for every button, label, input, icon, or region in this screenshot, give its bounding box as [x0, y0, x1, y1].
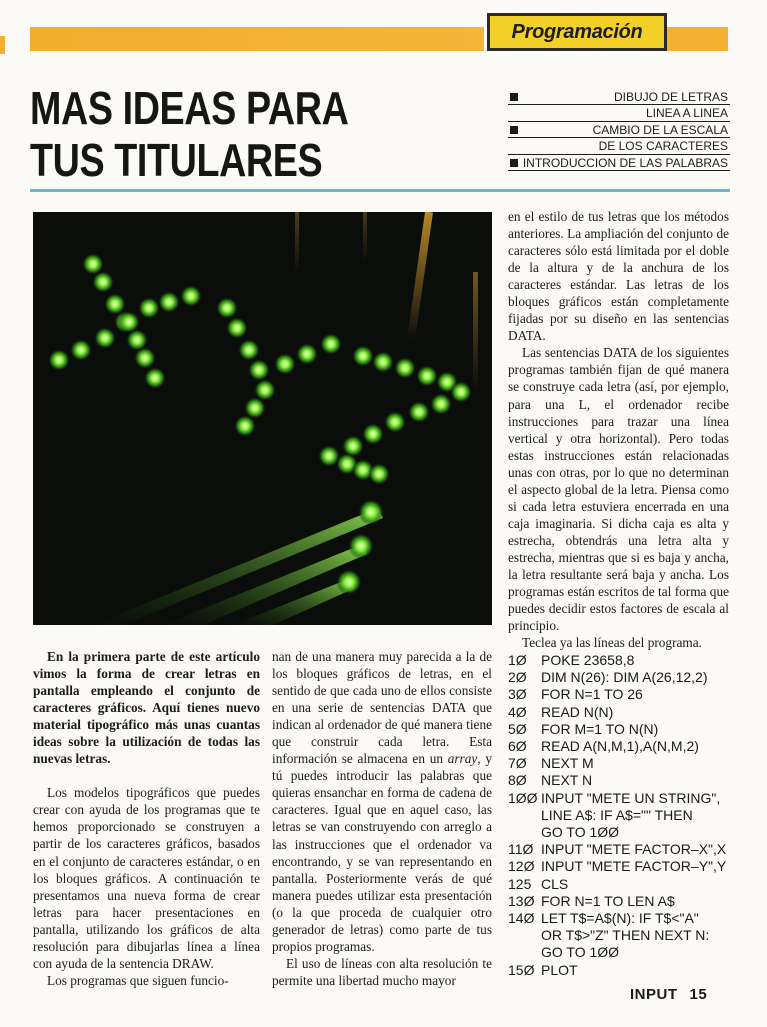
code-line: 2Ø DIM N(26): DIM A(26,12,2) — [508, 669, 708, 686]
page-title — [30, 82, 358, 186]
glow-dot — [70, 339, 92, 361]
glow-dot — [296, 343, 318, 365]
page-footer — [630, 986, 707, 1003]
glow-dot — [134, 347, 156, 369]
glow-dot — [248, 359, 270, 381]
glow-dot — [274, 353, 296, 375]
paragraph: nan de una manera muy parecida a la de los bloques gráficos de letras, en el sentido de que cada uno de ellos consiste en una serie de sentencias DATA que indican al ordenador de qué manera tiene que construir cada letra. Esta información se almacena en un array, y tú puedes introducir las palabras que quieras ensanchar en forma de cadena de caracteres. Igual que en aquel caso, las letras se van construyendo con arreglo a las instrucciones que el ordenador va encontrando, y se van representando en pantalla. Posteriormente verás de qué manera puedes utilizar esta presentación (o la que proceda de cualquier otro generador de letras) como parte de tus propios programas. — [272, 649, 492, 954]
code-continuation: OR T$>"Z" THEN NEXT N: — [541, 927, 710, 944]
code-line: 12Ø INPUT "METE FACTOR–Y",Y — [508, 858, 727, 875]
code-continuation: GO TO 1ØØ — [541, 824, 620, 841]
topic-item: LINEA A LINEA — [508, 105, 730, 121]
glow-dot — [416, 365, 438, 387]
code-line: 13Ø FOR N=1 TO LEN A$ — [508, 892, 675, 909]
glow-dot — [158, 291, 180, 313]
title-rule — [30, 189, 730, 192]
code-line: 1Ø POKE 23658,8 — [508, 652, 635, 668]
edge-color-mark — [0, 36, 5, 54]
code-line: 14Ø LET T$=A$(N): IF T$<"A" — [508, 910, 699, 927]
glow-dot — [352, 345, 374, 367]
paragraph: Teclea ya las líneas del programa. — [522, 635, 702, 651]
topic-list — [508, 89, 730, 171]
paragraph: en el estilo de tus letras que los métodos anteriores. La ampliación del conjunto de caracteres sólo está limitada por el doble de la altura y de la anchura de los caracteres estándar. Las letras de los bloques gráficos están completamente fijadas por su diseño en las sentencias DATA. — [508, 209, 729, 344]
code-continuation: LINE A$: IF A$="" THEN — [541, 806, 693, 823]
glow-dot — [384, 411, 406, 433]
code-continuation: GO TO 1ØØ — [541, 944, 620, 961]
code-line: 4Ø READ N(N) — [508, 703, 614, 720]
program-listing — [508, 652, 734, 979]
glow-dot — [234, 415, 256, 437]
glow-dot — [238, 339, 260, 361]
column-2 — [272, 648, 492, 989]
glow-dot — [342, 435, 364, 457]
glow-dot — [118, 311, 140, 333]
code-line: 5Ø FOR M=1 TO N(N) — [508, 720, 659, 737]
paragraph: El uso de líneas con alta resolución te permite una libertad mucho mayor — [272, 955, 492, 988]
page-number: 15 — [689, 986, 708, 1003]
magazine-name: INPUT — [630, 986, 678, 1003]
code-line: 11Ø INPUT "METE FACTOR–X",X — [508, 841, 727, 858]
glow-dot — [48, 349, 70, 371]
streak-head — [358, 499, 384, 525]
section-tag-label: Programación — [490, 16, 664, 48]
glow-dot — [144, 367, 166, 389]
paragraph: Los modelos tipográficos que puedes crear con ayuda de los programas que te hemos proporcionado se construyen a partir de los caracteres gráficos, basados en el conjunto de caracteres estándar, o en los bloques gráficos. A continuación te presentamos una nueva forma de crear letras para hacer presentaciones en pantalla, utilizando los gráficos de alta resolución para dibujarlas línea a línea con ayuda de la sentencia DRAW. — [33, 785, 260, 971]
photo-illustration — [33, 212, 492, 625]
column-1 — [33, 648, 260, 989]
glow-dot — [372, 351, 394, 373]
paragraph: Las sentencias DATA de los siguientes programas también fijan de qué manera se construye cada letra (así, por ejemplo, para una L, el ordenador recibe instrucciones para trazar una línea vertical y otra horizontal). Pero todas estas instrucciones están relacionadas unas con otras, por lo que no determinan el aspecto global de la letra. Piensa como si cada letra estuviera encerrada en una caja imaginaria. Si dicha caja es alta y estrecha, obtendrás una letra alta y estrecha, mientras que si es baja y ancha, la letra resultante será baja y ancha. Los programas están escritos de tal forma que puedes decidir estos factores de escala al principio. — [508, 345, 729, 634]
glow-dot — [216, 297, 238, 319]
code-line: 6Ø READ A(N,M,1),A(N,M,2) — [508, 738, 699, 755]
topic-item: CAMBIO DE LA ESCALA — [508, 122, 730, 138]
column-3 — [508, 208, 729, 651]
header-band — [30, 27, 484, 51]
glow-dot — [180, 285, 202, 307]
page-title-line-1: MAS IDEAS PARA — [30, 82, 349, 134]
code-line: 1ØØ INPUT "METE UN STRING", — [508, 789, 721, 806]
glow-dot — [94, 327, 116, 349]
glowing-letters-photo — [33, 212, 492, 625]
intro-paragraph: En la primera parte de este artículo vimos la forma de crear letras en pantalla empleando el conjunto de caracteres gráficos. Aquí tienes nuevo material tipográfico más unas cuantas ideas sobre la utilización de todas las nuevas letras. — [33, 649, 260, 767]
code-line: 15Ø PLOT — [508, 961, 578, 978]
glow-dot — [368, 463, 390, 485]
code-line: 3Ø FOR N=1 TO 26 — [508, 686, 643, 703]
topic-item: INTRODUCCION DE LAS PALABRAS — [508, 155, 730, 171]
glow-dot — [362, 423, 384, 445]
code-line: 7Ø NEXT M — [508, 755, 594, 772]
paragraph: Los programas que siguen funcio- — [47, 972, 229, 988]
section-tag — [487, 13, 667, 51]
streak-head — [336, 569, 362, 595]
glow-dot — [92, 271, 114, 293]
glow-dot — [320, 333, 342, 355]
glow-dot — [430, 393, 452, 415]
header-band-right — [666, 27, 728, 51]
bullet-icon — [510, 126, 518, 134]
bullet-icon — [510, 159, 518, 167]
glow-dot — [408, 401, 430, 423]
topic-item: DE LOS CARACTERES — [508, 138, 730, 154]
glow-dot — [450, 381, 472, 403]
glow-dot — [138, 297, 160, 319]
page-title-line-2: TUS TITULARES — [30, 134, 323, 186]
glow-dot — [226, 317, 248, 339]
topic-item: DIBUJO DE LETRAS — [508, 89, 730, 105]
glow-dot — [394, 357, 416, 379]
code-line: 8Ø NEXT N — [508, 772, 593, 789]
bullet-icon — [510, 93, 518, 101]
code-line: 125 CLS — [508, 875, 569, 892]
streak-head — [348, 533, 374, 559]
